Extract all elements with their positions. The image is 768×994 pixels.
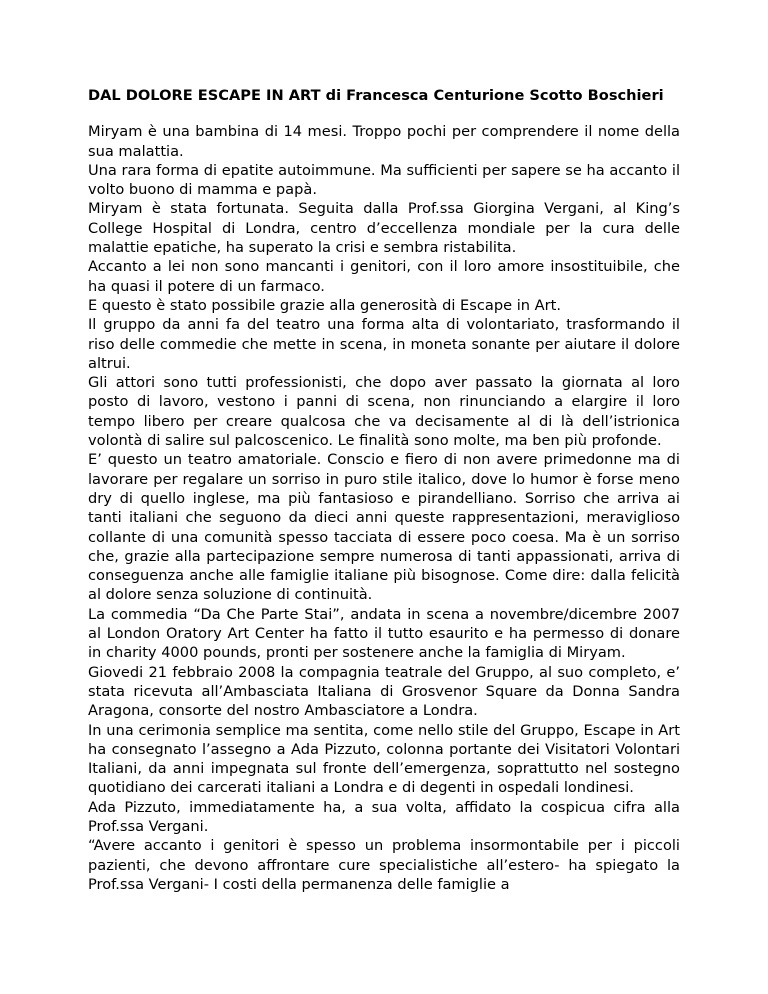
document-page: [88, 86, 680, 894]
paragraph-7: Gli attori sono tutti professionisti, che dopo aver passato la giornata al loro posto di lavoro, vestono i panni di scena, non rinunciando a elargire il loro tempo libero per creare qualcosa che va decisamente al di là dell’istrionica volontà di salire sul palcoscenico. Le finalità sono molte, ma ben più profonde.: [88, 374, 680, 450]
paragraph-4: Accanto a lei non sono mancanti i genitori, con il loro amore insostituibile, che ha quasi il potere di un farmaco.: [88, 258, 680, 295]
paragraph-12: Ada Pizzuto, immediatamente ha, a sua volta, affidato la cospicua cifra alla Prof.ssa Vergani.: [88, 798, 680, 835]
paragraph-13: “Avere accanto i genitori è spesso un problema insormontabile per i piccoli pazienti, che devono affrontare cure specialistiche all’estero- ha spiegato la Prof.ssa Vergani- I costi della permanenza delle famiglie a: [88, 837, 680, 893]
paragraph-6: Il gruppo da anni fa del teatro una forma alta di volontariato, trasformando il riso delle commedie che mette in scena, in moneta sonante per aiutare il dolore altrui.: [88, 316, 680, 372]
paragraph-10: Giovedi 21 febbraio 2008 la compagnia teatrale del Gruppo, al suo completo, e’ stata ricevuta all’Ambasciata Italiana di Grosvenor Square da Donna Sandra Aragona, consorte del nostro Ambasciatore a Londra.: [88, 663, 680, 720]
document-title: DAL DOLORE ESCAPE IN ART di Francesca Centurione Scotto Boschieri: [88, 87, 664, 104]
paragraph-8: E’ questo un teatro amatoriale. Conscio e fiero di non avere primedonne ma di lavorare per regalare un sorriso in puro stile italico, dove lo humor è forse meno dry di quello inglese, ma più fantasioso e pirandelliano. Sorriso che arriva ai tanti italiani che seguono da dieci anni queste rappresentazioni, meraviglioso collante di una comunità spesso tacciata di essere poco coesa. Ma è un sorriso che, grazie alla partecipazione sempre numerosa di tanti appassionati, arriva di conseguenza anche alle famiglie italiane più bisognose. Come dire: dalla felicità al dolore senza soluzione di continuità.: [88, 451, 680, 604]
paragraph-2: Una rara forma di epatite autoimmune. Ma sufficienti per sapere se ha accanto il volto buono di mamma e papà.: [88, 161, 680, 199]
paragraph-9: La commedia “Da Che Parte Stai”, andata in scena a novembre/dicembre 2007 al London Oratory Art Center ha fatto il tutto esaurito e ha permesso di donare in charity 4000 pounds, pronti per sostenere anche la famiglia di Miryam.: [88, 605, 680, 662]
paragraph-3: Miryam è stata fortunata. Seguita dalla Prof.ssa Giorgina Vergani, al King’s College Hospital di Londra, centro d’eccellenza mondiale per la cura delle malattie epatiche, ha superato la crisi e sembra ristabilita.: [88, 200, 680, 257]
paragraph-1: Miryam è una bambina di 14 mesi. Troppo pochi per comprendere il nome della sua malattia.: [88, 123, 680, 160]
paragraph-11: In una cerimonia semplice ma sentita, come nello stile del Gruppo, Escape in Art ha consegnato l’assegno a Ada Pizzuto, colonna portante dei Visitatori Volontari Italiani, da anni impegnata sul fronte dell’emergenza, soprattutto nel sostegno quotidiano dei carcerati italiani a Londra e di degenti in ospedali londinesi.: [88, 721, 680, 797]
paragraph-5: E questo è stato possibile grazie alla generosità di Escape in Art.: [88, 296, 561, 314]
